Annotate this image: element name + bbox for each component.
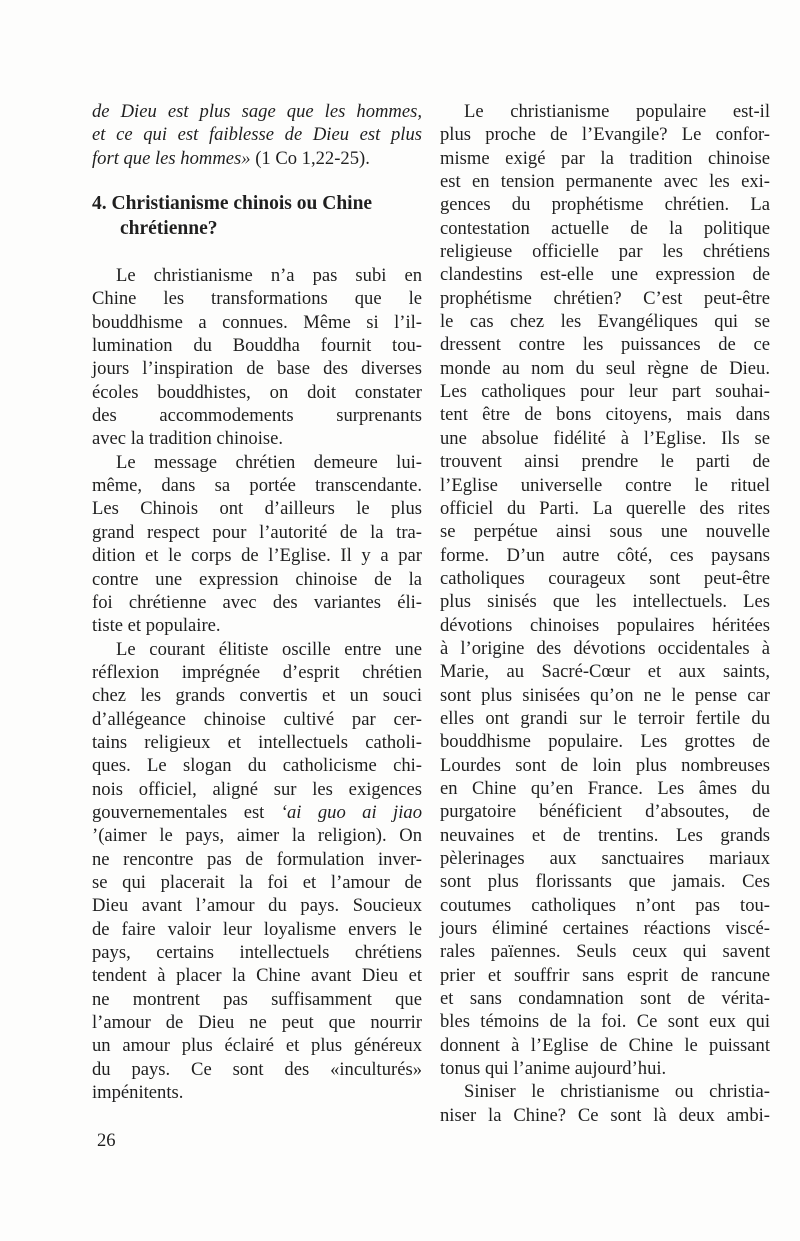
text-line: contestation actuelle de la politique <box>440 217 770 239</box>
text-line: sont plus florissants que jamais. Ces <box>440 871 770 893</box>
text-line: pèlerinages aux sanctuaires mariaux <box>440 848 770 869</box>
text-line: forme. D’un autre côté, ces paysans <box>440 544 770 566</box>
paragraph <box>440 1080 770 1127</box>
text-line: trouvent ainsi prendre le parti de <box>440 451 770 473</box>
text-line: tent être de bons citoyens, mais dans <box>440 404 770 426</box>
paragraph: Le christianisme n’a pas subi en Chine les transformations que le bouddhisme a connues. Même si l’il- lumination du Bouddha fournit tou- jours l’inspiration de base des diverses écoles bouddhistes, on doit constater des accommodements surprenants avec la tradition chinoise. <box>92 265 422 450</box>
text-line: clandestins est-elle une expression de <box>440 264 770 286</box>
text-line: jours éliminé certaines réactions viscé- <box>440 918 770 940</box>
left-column <box>92 100 422 1104</box>
text-line: donnent à l’Eglise de Chine le puissant <box>440 1034 770 1056</box>
text-line: Marie, au Sacré-Cœur et aux saints, <box>440 661 770 683</box>
text-line: en Chine qu’en France. Les âmes du <box>440 777 770 799</box>
text-line: gences du prophétisme chrétien. La <box>440 194 770 216</box>
text-line: à l’origine des dévotions occidentales à <box>440 637 770 659</box>
text-line: bles témoins de la foi. Ce sont eux qui <box>440 1011 770 1033</box>
text-line: misme exigé par la tradition chinoise <box>440 147 770 169</box>
text-line: une absolue fidélité à l’Eglise. Ils se <box>440 427 770 449</box>
text-line: Siniser le christianisme ou christia- <box>464 1081 770 1103</box>
text-line: est en tension permanente avec les exi- <box>440 171 770 193</box>
text-line: monde au nom du seul règne de Dieu. <box>440 357 770 379</box>
text-line: prier et souffrir sans esprit de rancune <box>440 964 770 986</box>
text-line: purgatoire bénéficient d’absoutes, de <box>440 801 770 823</box>
text-line: sont plus sinisées qu’on ne le pense car <box>440 684 770 706</box>
text-line: dévotions chinoises populaires héritées <box>440 614 770 636</box>
text-line: neuvaines et de trentins. Les grands <box>440 824 770 846</box>
quote-line: et ce qui est faiblesse de Dieu est plus <box>92 124 422 146</box>
paragraph <box>440 100 770 1080</box>
text-line: dressent contre les puissances de ce <box>440 334 770 356</box>
paragraph: Le courant élitiste oscille entre une réflexion imprégnée d’esprit chrétien chez les grands convertis et un souci d’allégeance chinoise cultivé par cer- tains religieux et intellectuels catholi- ques. Le slogan du catholicisme chi- nois officiel, aligné sur les exigences gouvernementales est ‘ai guo ai jiao ’(aimer le pays, aimer la religion). On ne rencontre pas de formulation inver- se qui placerait la foi et l’amour de Dieu avant l’amour du pays. Soucieux de faire valoir leur loyalisme envers le pays, certains intellectuels chrétiens tendent à placer la Chine avant Dieu et ne montrent pas suffisamment que l’amour de Dieu ne peut que nourrir un amour plus éclairé et plus généreux du pays. Ce sont des «inculturés» impénitents. <box>92 638 422 1104</box>
quote-line: fort que les hommes» (1 Co 1,22-25). <box>92 147 370 169</box>
text-line: catholiques courageux sont peut-être <box>440 567 770 589</box>
text-line: et sans condamnation sont de vérita- <box>440 988 770 1010</box>
text-line: le cas chez les Evangéliques qui se <box>440 311 770 333</box>
section-heading: 4. Christianisme chinois ou Chine chrétienne? <box>92 193 373 240</box>
text-line: Les catholiques pour leur part souhai- <box>440 381 770 403</box>
text-line: coutumes catholiques n’ont pas tou- <box>440 894 770 916</box>
text-line: bouddhisme populaire. Les grottes de <box>440 731 770 753</box>
paragraph: Le message chrétien demeure lui- même, dans sa portée transcendante. Les Chinois ont d’ailleurs le plus grand respect pour l’autorité de la tra- dition et le corps de l’Eglise. Il y a par contre une expression chinoise de la foi chrétienne avec des variantes éli- tiste et populaire. <box>92 451 422 637</box>
quote-reference: (1 Co 1,22-25). <box>250 147 370 169</box>
text-line: religieuse officielle par les chrétiens <box>440 241 770 263</box>
text-line: se perpétue ainsi sous une nouvelle <box>440 521 770 543</box>
text-line: niser la Chine? Ce sont là deux ambi- <box>440 1104 770 1126</box>
text-line: officiel du Parti. La querelle des rites <box>440 497 770 519</box>
right-column <box>440 100 770 1127</box>
page-number: 26 <box>97 1130 116 1151</box>
quote-line: de Dieu est plus sage que les hommes, <box>92 101 422 122</box>
text-line: plus sinisés que les intellectuels. Les <box>440 591 770 613</box>
text-line: rales païennes. Seuls ceux qui savent <box>440 941 770 963</box>
text-line: Le christianisme populaire est-il <box>464 101 770 122</box>
text-line: prophétisme chrétien? C’est peut-être <box>440 287 770 309</box>
text-line: tonus qui l’anime aujourd’hui. <box>440 1058 667 1080</box>
text-line: Lourdes sont de loin plus nombreuses <box>440 754 770 776</box>
text-line: elles ont grandi sur le terroir fertile du <box>440 707 770 729</box>
text-line: plus proche de l’Evangile? Le confor- <box>440 124 770 146</box>
text-line: l’Eglise universelle contre le rituel <box>440 474 770 496</box>
